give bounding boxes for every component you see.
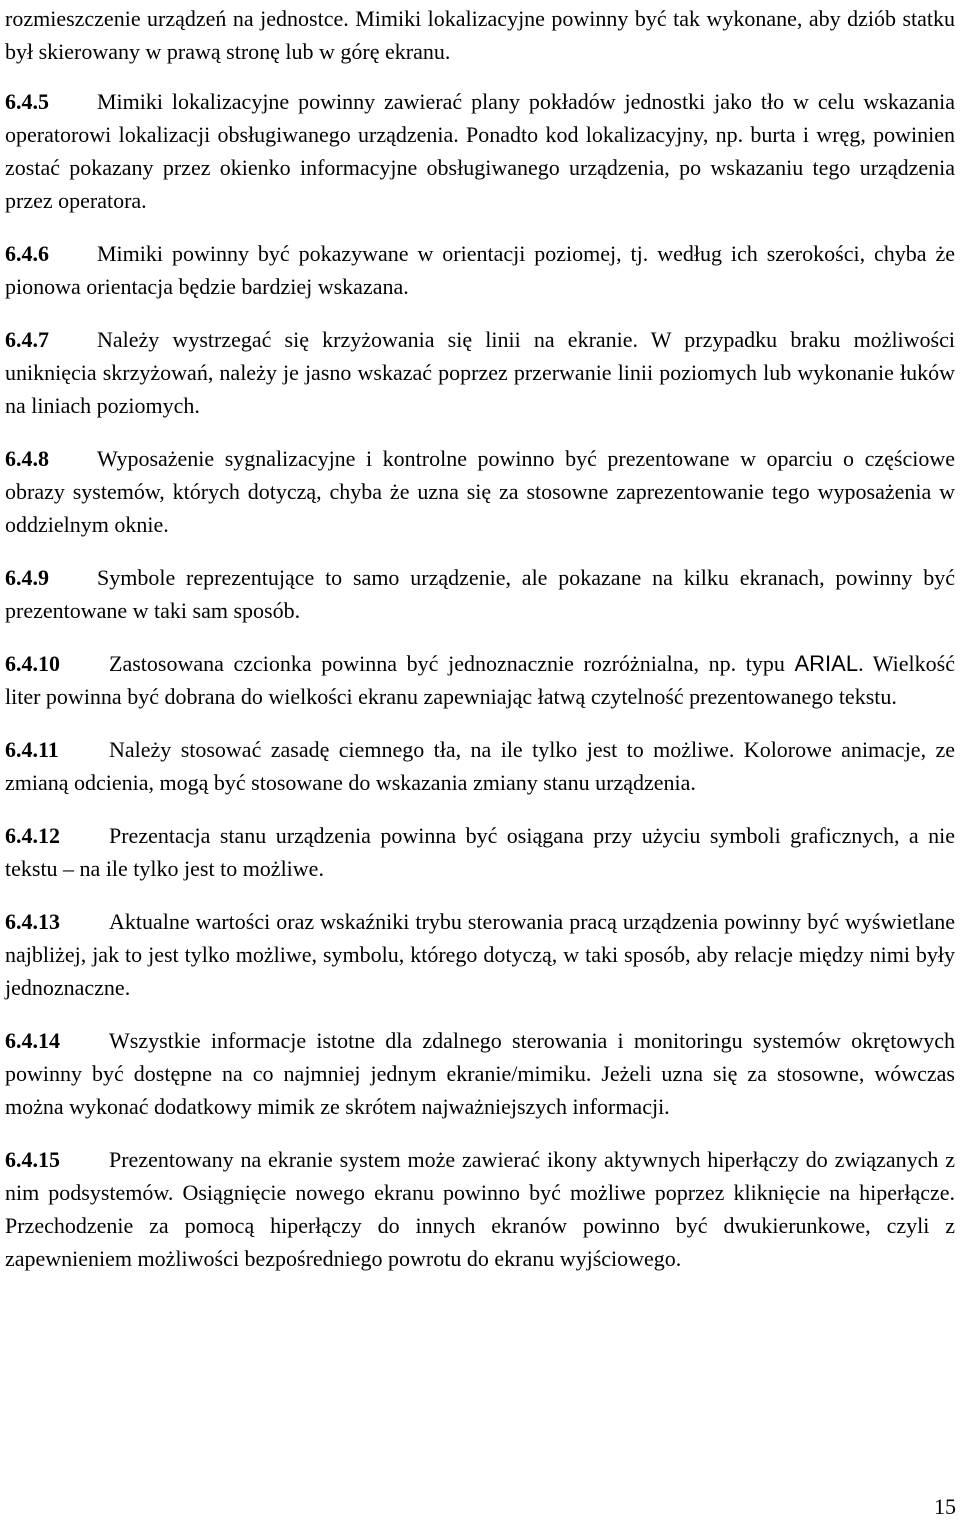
section-text-before: Zastosowana czcionka powinna być jednoznacznie rozróżnialna, np. typu bbox=[109, 651, 785, 676]
section-number: 6.4.12 bbox=[5, 823, 60, 848]
section-number: 6.4.13 bbox=[5, 909, 60, 934]
section-text: Symbole reprezentujące to samo urządzenie, ale pokazane na kilku ekranach, powinny być prezentowane w taki sam sposób. bbox=[5, 565, 955, 623]
section-6-4-12 bbox=[5, 819, 955, 885]
section-number: 6.4.9 bbox=[5, 565, 49, 590]
section-6-4-14 bbox=[5, 1024, 955, 1123]
section-text-after: . Wielkość liter powinna być dobrana do wielkości ekranu zapewniając łatwą czytelność prezentowanego tekstu. bbox=[5, 651, 955, 709]
section-text: Aktualne wartości oraz wskaźniki trybu sterowania pracą urządzenia powinny być wyświetlane najbliżej, jak to jest tylko możliwe, symbolu, którego dotyczą, w taki sposób, aby relacje między nimi były jednoznaczne. bbox=[5, 909, 955, 1000]
section-6-4-10 bbox=[5, 647, 955, 713]
section-text: Prezentacja stanu urządzenia powinna być osiągana przy użyciu symboli graficznych, a nie tekstu – na ile tylko jest to możliwe. bbox=[5, 823, 955, 881]
section-text: Wyposażenie sygnalizacyjne i kontrolne powinno być prezentowane w oparciu o częściowe obrazy systemów, których dotyczą, chyba że uzna się za stosowne zaprezentowanie tego wyposażenia w oddzielnym oknie. bbox=[5, 446, 955, 537]
section-6-4-8 bbox=[5, 442, 955, 541]
section-6-4-6 bbox=[5, 237, 955, 303]
section-text: Należy stosować zasadę ciemnego tła, na ile tylko jest to możliwe. Kolorowe animacje, ze zmianą odcienia, mogą być stosowane do wskazania zmiany stanu urządzenia. bbox=[5, 737, 955, 795]
section-number: 6.4.5 bbox=[5, 89, 49, 114]
section-6-4-13 bbox=[5, 905, 955, 1004]
section-number: 6.4.8 bbox=[5, 446, 49, 471]
page-number: 15 bbox=[934, 1494, 956, 1519]
section-6-4-9 bbox=[5, 561, 955, 627]
section-text: Mimiki lokalizacyjne powinny zawierać plany pokładów jednostki jako tło w celu wskazania operatorowi lokalizacji obsługiwanego urządzenia. Ponadto kod lokalizacyjny, np. burta i wręg, powinien zostać pokazany przez okienko informacyjne obsługiwanego urządzenia, po wskazaniu tego urządzenia przez operatora. bbox=[5, 89, 955, 213]
section-text: Wszystkie informacje istotne dla zdalnego sterowania i monitoringu systemów okrętowych powinny być dostępne na co najmniej jednym ekranie/mimiku. Jeżeli uzna się za stosowne, wówczas można wykonać dodatkowy mimik ze skrótem najważniejszych informacji. bbox=[5, 1028, 955, 1119]
section-number: 6.4.10 bbox=[5, 651, 60, 676]
section-text: Należy wystrzegać się krzyżowania się linii na ekranie. W przypadku braku możliwości uniknięcia skrzyżowań, należy je jasno wskazać poprzez przerwanie linii poziomych lub wykonanie łuków na liniach poziomych. bbox=[5, 327, 955, 418]
section-text: Mimiki powinny być pokazywane w orientacji poziomej, tj. według ich szerokości, chyba że pionowa orientacja będzie bardziej wskazana. bbox=[5, 241, 955, 299]
section-number: 6.4.7 bbox=[5, 327, 49, 352]
intro-text: rozmieszczenie urządzeń na jednostce. Mimiki lokalizacyjne powinny być tak wykonane, aby dziób statku był skierowany w prawą stronę lub w górę ekranu. bbox=[5, 6, 955, 64]
section-number: 6.4.14 bbox=[5, 1028, 60, 1053]
section-6-4-5 bbox=[5, 85, 955, 217]
font-example: ARIAL bbox=[794, 651, 859, 676]
section-text: Prezentowany na ekranie system może zawierać ikony aktywnych hiperłączy do związanych z nim podsystemów. Osiągnięcie nowego ekranu powinno być możliwe poprzez kliknięcie na hiperłącze. Przechodzenie za pomocą hiperłączy do innych ekranów powinno być dwukierunkowe, czyli z zapewnieniem możliwości bezpośredniego powrotu do ekranu wyjściowego. bbox=[5, 1147, 955, 1271]
section-number: 6.4.11 bbox=[5, 737, 59, 762]
section-number: 6.4.6 bbox=[5, 241, 49, 266]
document-page bbox=[5, 2, 955, 1295]
section-6-4-15 bbox=[5, 1143, 955, 1275]
intro-paragraph bbox=[5, 2, 955, 68]
section-6-4-7 bbox=[5, 323, 955, 422]
section-number: 6.4.15 bbox=[5, 1147, 60, 1172]
section-6-4-11 bbox=[5, 733, 955, 799]
